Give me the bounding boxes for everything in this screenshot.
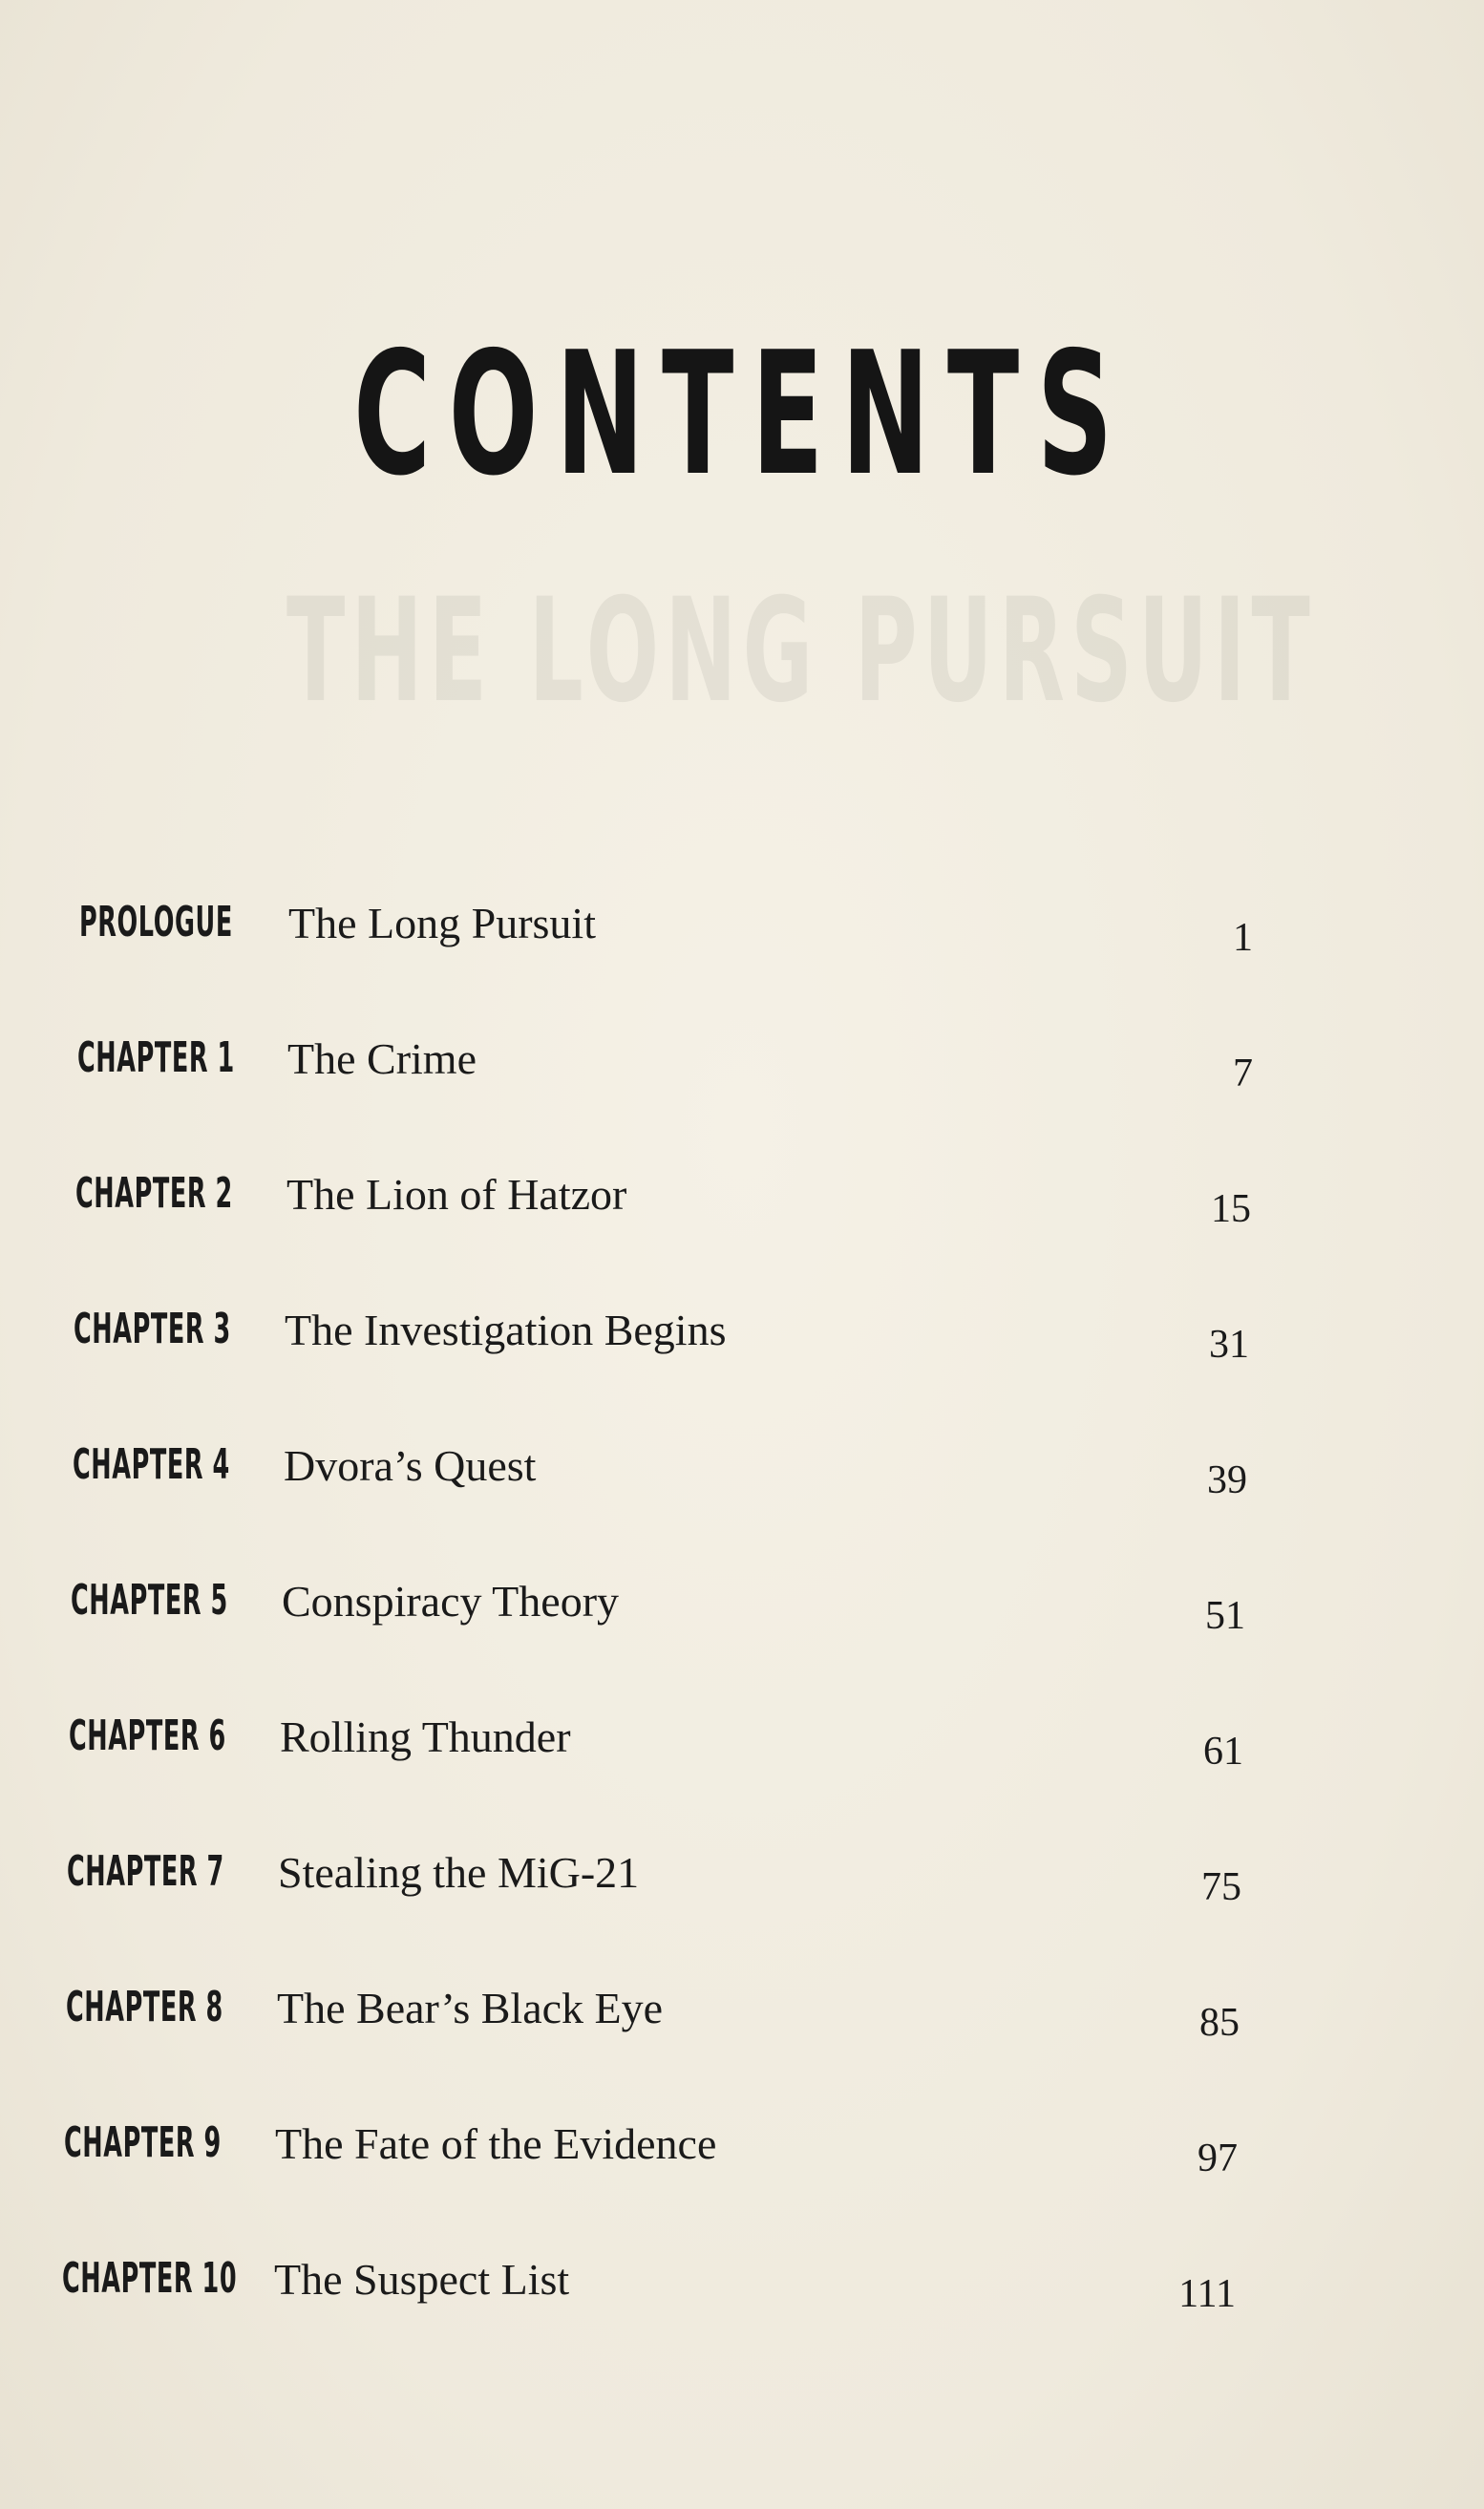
show-through-text: THE LONG PURSUIT: [286, 568, 1316, 734]
chapter-label: CHAPTER 1: [77, 1033, 235, 1082]
toc-entry-chapter-1: [0, 1033, 1484, 1100]
toc-entry-prologue: [0, 898, 1484, 965]
chapter-title: The Lion of Hatzor: [286, 1170, 627, 1219]
toc-entry-chapter-7: [0, 1847, 1484, 1914]
page-number: 7: [1233, 1052, 1253, 1095]
page-number: 85: [1199, 2001, 1240, 2045]
page-number: 1: [1233, 916, 1253, 960]
chapter-title: The Investigation Begins: [285, 1306, 727, 1354]
toc-entry-chapter-9: [0, 2118, 1484, 2185]
chapter-label: CHAPTER 5: [71, 1576, 228, 1625]
chapter-label: CHAPTER 3: [74, 1305, 231, 1353]
toc-entry-chapter-5: [0, 1576, 1484, 1643]
page-number: 31: [1209, 1323, 1249, 1367]
page-number: 75: [1201, 1865, 1241, 1909]
toc-entry-chapter-3: [0, 1305, 1484, 1371]
chapter-title: The Crime: [287, 1034, 477, 1083]
chapter-label: CHAPTER 10: [62, 2254, 238, 2303]
chapter-label: CHAPTER 9: [64, 2118, 222, 2167]
chapter-title: The Long Pursuit: [288, 899, 596, 947]
page-number: 51: [1205, 1594, 1245, 1638]
page-title: CONTENTS: [353, 315, 1131, 513]
page-number: 97: [1198, 2137, 1238, 2180]
chapter-label: CHAPTER 2: [75, 1169, 233, 1218]
chapter-label: CHAPTER 6: [69, 1712, 226, 1760]
toc-entry-chapter-4: [0, 1440, 1484, 1507]
page-number: 15: [1211, 1187, 1251, 1231]
toc-entry-chapter-6: [0, 1712, 1484, 1778]
chapter-label: CHAPTER 8: [66, 1983, 223, 2031]
chapter-label: PROLOGUE: [79, 898, 233, 946]
chapter-label: CHAPTER 4: [73, 1440, 230, 1489]
toc-entry-chapter-10: [0, 2254, 1484, 2321]
chapter-title: Stealing the MiG-21: [278, 1848, 640, 1897]
chapter-title: The Suspect List: [274, 2255, 570, 2304]
chapter-label: CHAPTER 7: [67, 1847, 224, 1896]
toc-entry-chapter-2: [0, 1169, 1484, 1236]
chapter-title: The Bear’s Black Eye: [277, 1984, 664, 2032]
toc-entry-chapter-8: [0, 1983, 1484, 2050]
page-number: 39: [1207, 1458, 1247, 1502]
chapter-title: Dvora’s Quest: [284, 1441, 537, 1490]
chapter-title: Rolling Thunder: [280, 1712, 571, 1761]
page-number: 111: [1178, 2272, 1236, 2316]
chapter-title: Conspiracy Theory: [282, 1577, 620, 1626]
chapter-title: The Fate of the Evidence: [275, 2119, 717, 2168]
page-number: 61: [1203, 1730, 1243, 1774]
